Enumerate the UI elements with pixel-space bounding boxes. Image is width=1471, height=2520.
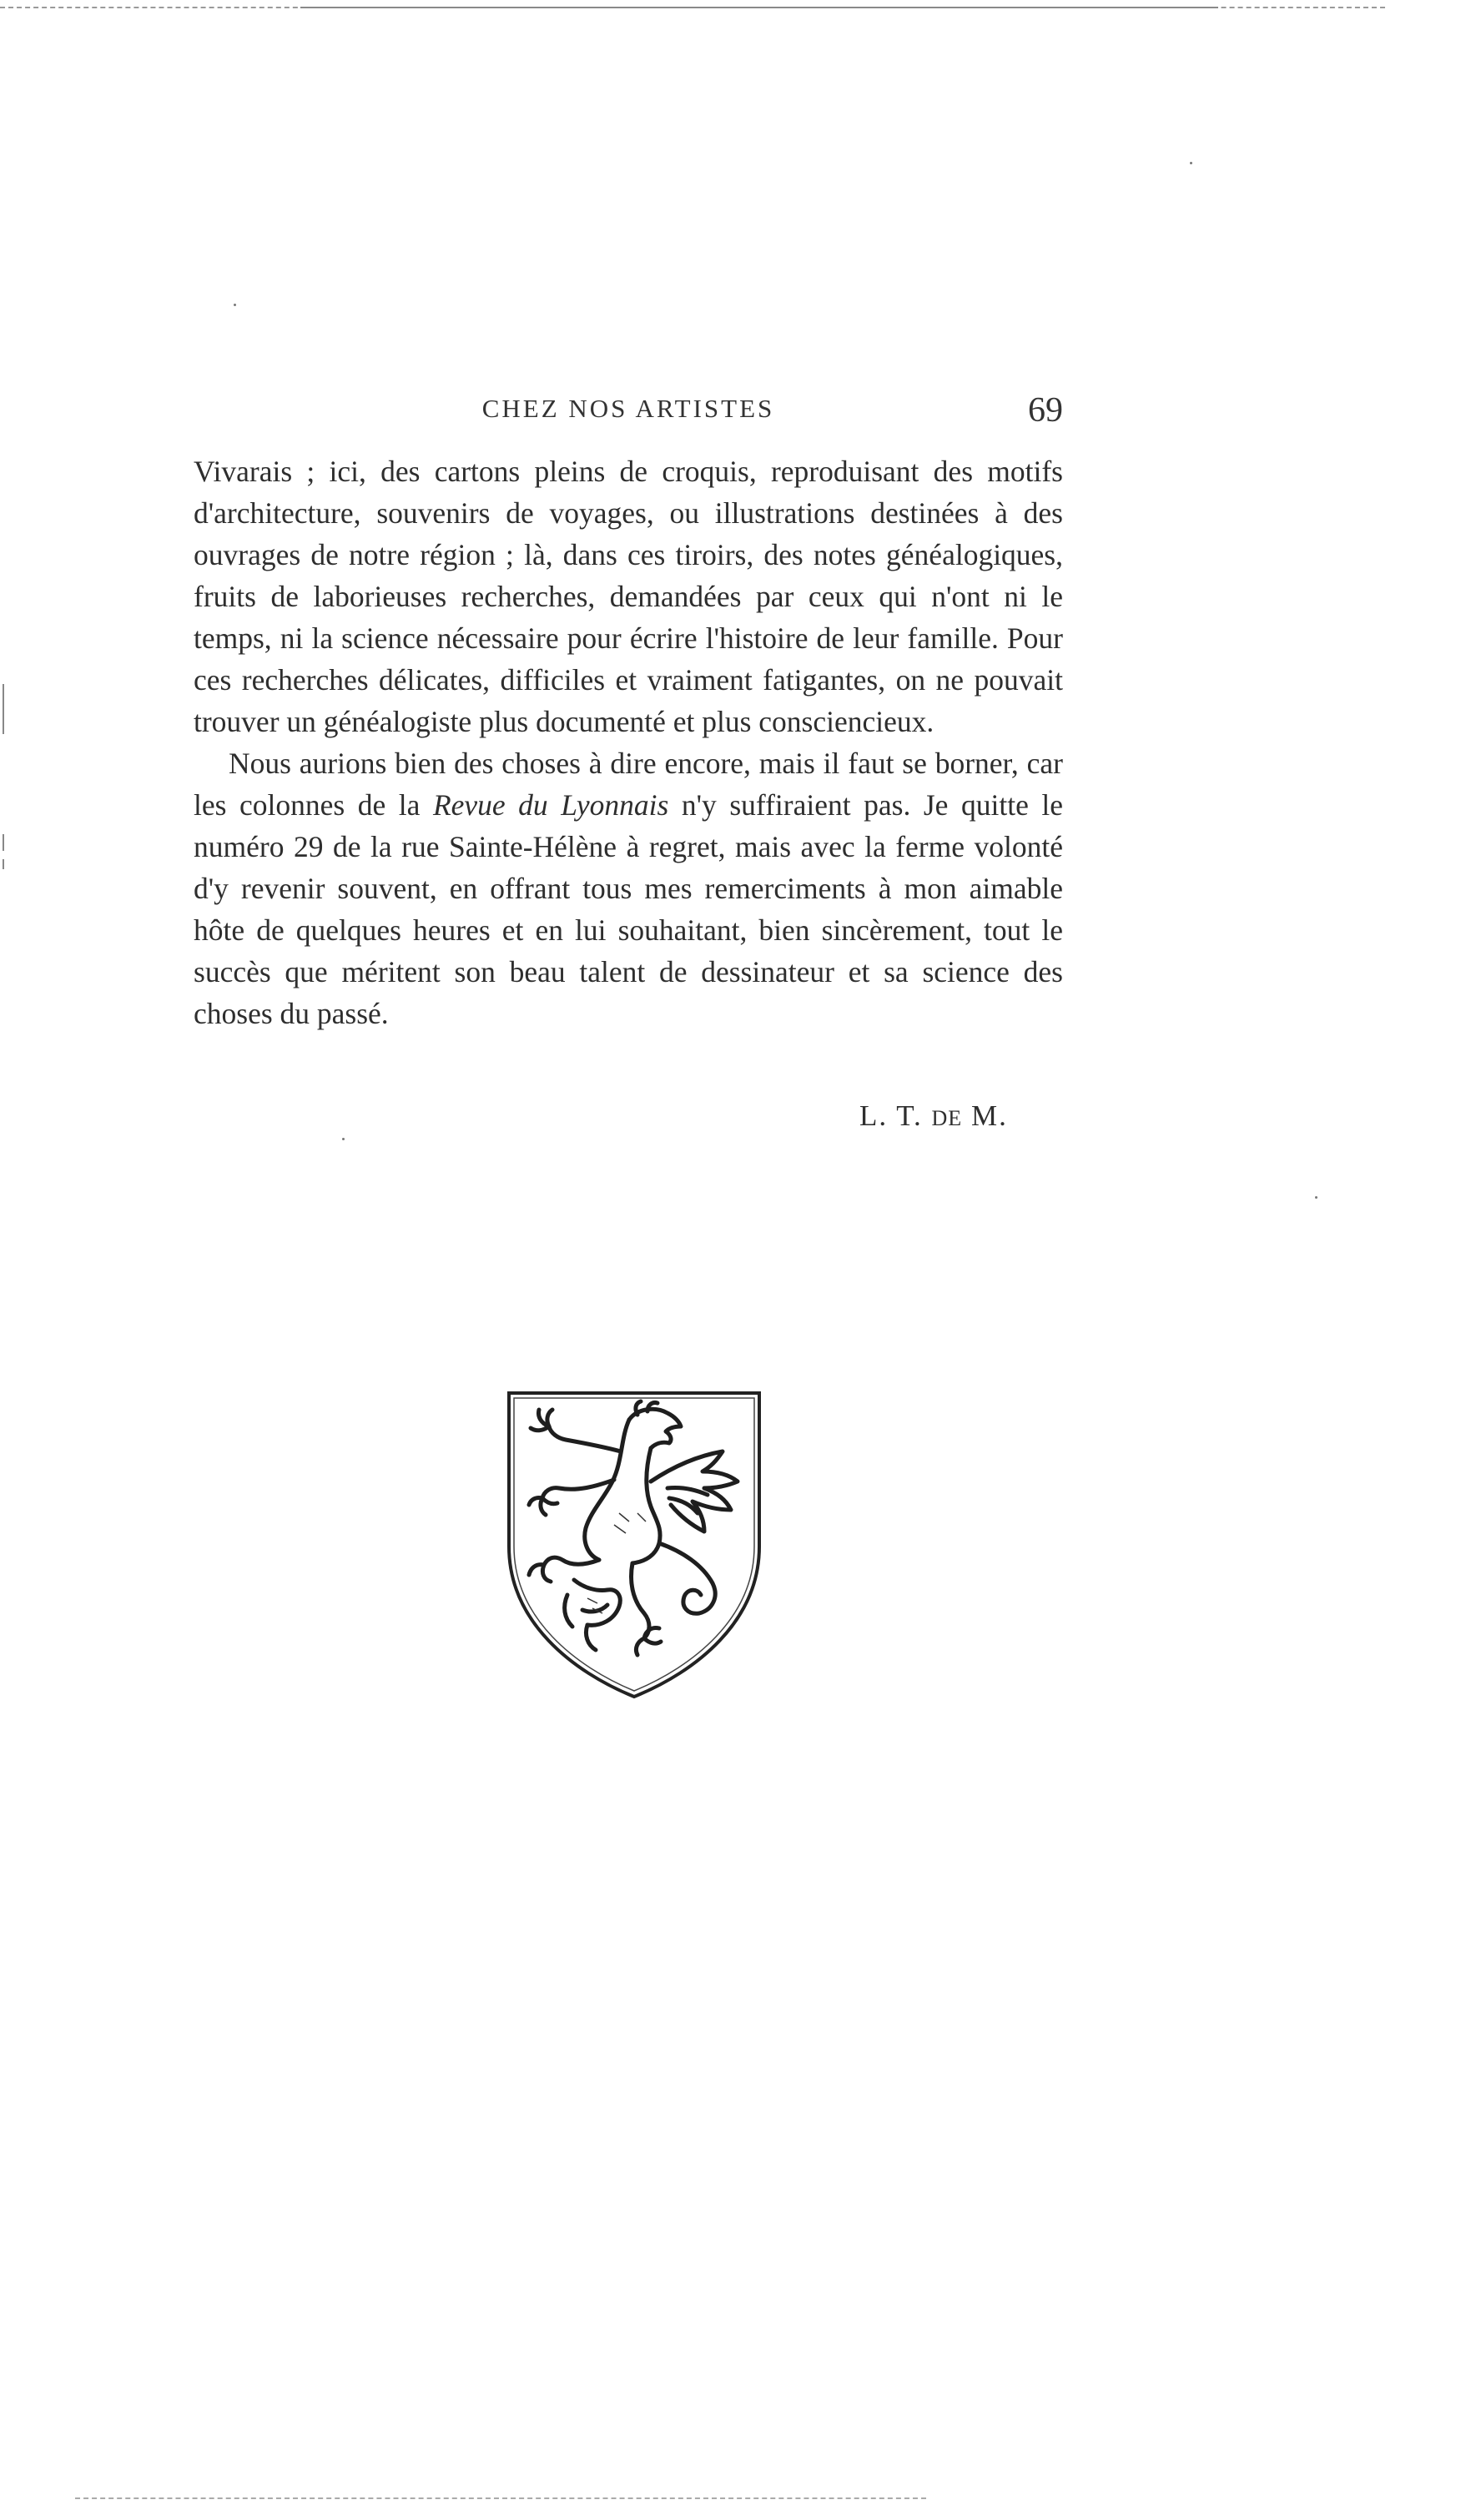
scan-speck bbox=[1315, 1196, 1317, 1199]
paragraph: Vivarais ; ici, des cartons pleins de croquis, reproduisant des motifs d'architecture, souvenirs de voyages, ou illustrations destinées à des ouvrages de notre région ; là, dans ces tiroirs, des notes généalogiques, fruits de laborieuses recherches, demandées par ceux qui n'ont ni le temps, ni la science nécessaire pour écrire l'histoire de leur famille. Pour ces recherches délicates, difficiles et vraiment fatigantes, on ne pouvait trouver un généalogiste plus documenté et plus consciencieux. bbox=[194, 455, 1063, 738]
journal-title: Revue du Lyonnais bbox=[432, 788, 669, 822]
scan-top-rule-solid bbox=[300, 7, 1218, 8]
body-text bbox=[194, 450, 1063, 1034]
margin-mark bbox=[3, 834, 4, 851]
margin-mark bbox=[3, 859, 4, 869]
paragraph-text: Nous aurions bien des choses à dire encore, mais il faut se borner, car les colonnes de la bbox=[194, 747, 1063, 822]
author-signature bbox=[859, 1099, 1076, 1133]
signature-initials-end: M. bbox=[962, 1099, 1008, 1132]
scan-speck bbox=[234, 304, 236, 306]
margin-mark bbox=[3, 684, 4, 734]
heraldic-griffin-shield-icon bbox=[504, 1388, 764, 1702]
scan-speck bbox=[1190, 162, 1192, 164]
signature-particle: DE bbox=[931, 1106, 963, 1130]
signature-initials: L. T. bbox=[859, 1099, 932, 1132]
scan-speck bbox=[342, 1138, 345, 1140]
paragraph bbox=[194, 742, 1063, 1034]
running-head bbox=[194, 390, 1063, 440]
paragraph-text: n'y suffiraient pas. Je quitte le numéro 29 de la rue Sainte-Hélène à regret, mais avec la ferme volonté d'y revenir souvent, en offrant tous mes remerciments à mon aimable hôte de quelques heures et en lui souhaitant, bien sincèrement, tout le succès que méritent son beau talent de dessinateur et sa science des choses du passé. bbox=[194, 788, 1063, 1030]
page-number: 69 bbox=[1028, 391, 1063, 430]
running-title: CHEZ NOS ARTISTES bbox=[481, 394, 775, 423]
scan-bottom-rule bbox=[75, 2497, 926, 2499]
